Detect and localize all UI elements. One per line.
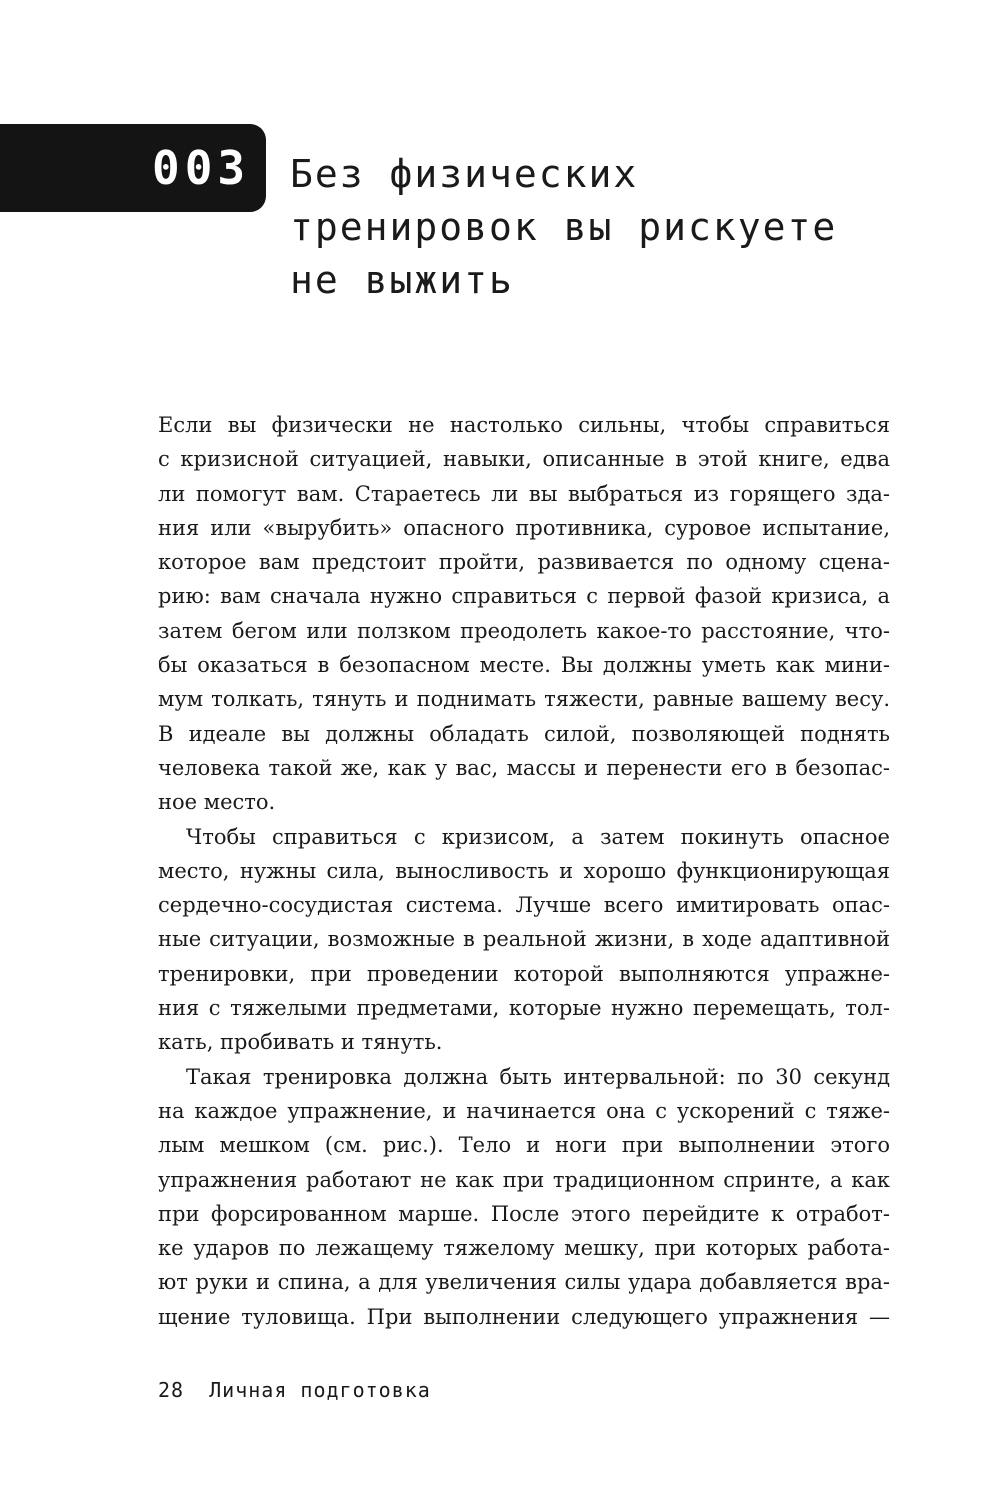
text-line: на каждое упражнение, и начинается она с ускорений с тяже-: [158, 1098, 890, 1123]
text-line: при форсированном марше. После этого перейдите к отработ-: [158, 1201, 890, 1226]
text-line: с кризисной ситуацией, навыки, описанные в этой книге, едва: [158, 447, 890, 472]
text-line: Если вы физически не настолько сильны, чтобы справиться: [158, 413, 890, 437]
body-text: [158, 408, 890, 1334]
text-line: Чтобы справиться с кризисом, а затем покинуть опасное: [186, 824, 890, 849]
running-section-title: Личная подготовка: [209, 1378, 431, 1402]
page-number: 28: [158, 1378, 185, 1402]
text-line: мум толкать, тянуть и поднимать тяжести, равные вашему весу.: [158, 687, 890, 712]
paragraph-1: [158, 408, 890, 820]
text-line: упражнения работают не как при традиционном спринте, а как: [158, 1167, 890, 1192]
chapter-title-line: тренировок вы рискуете: [290, 205, 838, 249]
text-line: кать, пробивать и тянуть.: [158, 1030, 443, 1055]
text-line: ке ударов по лежащему тяжелому мешку, при которых работа-: [158, 1236, 890, 1261]
text-line: ния или «вырубить» опасного противника, суровое испытание,: [158, 515, 890, 540]
text-line: щение туловища. При выполнении следующего упражнения —: [158, 1304, 890, 1329]
text-line: ли помогут вам. Стараетесь ли вы выбраться из горящего зда-: [158, 481, 890, 506]
chapter-title-line: не выжить: [290, 258, 514, 302]
text-line: которое вам предстоит пройти, развивается по одному сцена-: [158, 550, 890, 575]
text-line: тренировки, при проведении которой выполняются упражне-: [158, 961, 890, 986]
text-line: бы оказаться в безопасном месте. Вы должны уметь как мини-: [158, 653, 890, 678]
paragraph-3: [158, 1060, 890, 1334]
text-line: Такая тренировка должна быть интервальной: по 30 секунд: [186, 1064, 890, 1089]
page-footer: [158, 1378, 431, 1402]
chapter-title-line: Без физических: [290, 152, 639, 196]
chapter-number: 003: [152, 141, 251, 195]
text-line: затем бегом или ползком преодолеть какое-то расстояние, что-: [158, 618, 890, 643]
chapter-title: [290, 148, 970, 307]
text-line: ния с тяжелыми предметами, которые нужно перемещать, тол-: [158, 996, 890, 1021]
text-line: ные ситуации, возможные в реальной жизни, в ходе адаптивной: [158, 927, 890, 952]
text-line: сердечно-сосудистая система. Лучше всего имитировать опас-: [158, 893, 890, 918]
text-line: ют руки и спина, а для увеличения силы удара добавляется вра-: [158, 1270, 890, 1295]
text-line: лым мешком (см. рис.). Тело и ноги при выполнении этого: [158, 1133, 890, 1158]
text-line: В идеале вы должны обладать силой, позволяющей поднять: [158, 721, 890, 746]
paragraph-2: [158, 820, 890, 1060]
text-line: рию: вам сначала нужно справиться с первой фазой кризиса, а: [158, 584, 890, 609]
text-line: место, нужны сила, выносливость и хорошо функционирующая: [158, 858, 890, 883]
text-line: человека такой же, как у вас, массы и перенести его в безопас-: [158, 755, 890, 780]
text-line: ное место.: [158, 790, 276, 815]
chapter-number-badge: [0, 124, 266, 212]
